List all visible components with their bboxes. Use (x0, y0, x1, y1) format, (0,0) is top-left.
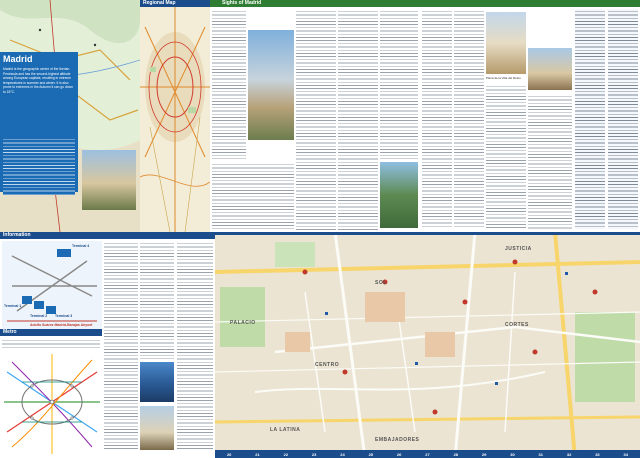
sights-text-col-1b (212, 162, 294, 230)
sights-photo-tower (248, 30, 294, 140)
grid-num: 32 (566, 451, 572, 457)
index-photo-city (528, 48, 572, 90)
terminal-label-4: Terminal 4 (72, 244, 90, 248)
index-green-strip (420, 0, 640, 7)
metro-text (2, 338, 100, 350)
information-header (0, 232, 215, 239)
info-photo-plaza (140, 362, 174, 402)
zone-palacio: PALACIO (230, 320, 256, 326)
cover-panel (0, 0, 140, 232)
terminal-label-1: Terminal 1 (4, 304, 22, 308)
index-photo-building (486, 12, 526, 74)
grid-numbers-bottom (215, 450, 640, 458)
metro-title: Metro (3, 329, 17, 335)
info-photo-palace (140, 406, 174, 450)
grid-num: 31 (538, 451, 543, 457)
regional-map-panel (140, 0, 210, 232)
zone-justicia: JUSTICIA (505, 246, 532, 252)
city-title: Madrid (3, 54, 33, 64)
grid-num: 20 (226, 451, 232, 457)
grid-num: 23 (311, 451, 317, 457)
sights-header (210, 0, 420, 7)
zone-embajadores: EMBAJADORES (375, 437, 420, 443)
sights-text-col-3 (338, 9, 378, 230)
grid-num: 29 (481, 451, 487, 457)
grid-num: 24 (340, 451, 345, 457)
sights-text-col-2 (296, 9, 336, 230)
grid-num: 26 (396, 451, 402, 457)
metro-header (0, 329, 102, 336)
zone-cortes: CORTES (505, 322, 529, 328)
info-text-col-3 (177, 241, 213, 451)
intro-text: Madrid is the geographic centre of the Iberian Peninsula and has the second-highest altitude among European capitals, resulting in extreme temperatures in summer and winter. It is also prone to extremes in the Autumn it can go down to 18°C. (3, 67, 73, 94)
index-panel (420, 0, 640, 232)
index-col-2 (454, 9, 484, 229)
index-col-5 (575, 9, 605, 229)
airport-diagram (2, 241, 102, 329)
grid-num: 33 (595, 451, 600, 457)
zone-sol: SOL (375, 280, 387, 286)
info-text-col-2 (140, 241, 174, 359)
index-col-6 (608, 9, 638, 229)
grid-num: 21 (255, 451, 260, 457)
grid-num: 28 (453, 451, 459, 457)
regional-map-title: Regional Map (143, 0, 176, 6)
zone-centro: CENTRO (315, 362, 340, 368)
grid-num: 30 (510, 451, 515, 457)
metro-map (2, 352, 102, 456)
index-col-3 (486, 84, 526, 229)
sights-panel (210, 0, 420, 232)
information-panel (0, 232, 215, 458)
city-title-box (0, 52, 78, 192)
index-col-1 (422, 9, 452, 229)
zone-la-latina: LA LATINA (270, 427, 301, 433)
grid-num: 22 (283, 451, 289, 457)
sights-photo-park (380, 162, 418, 228)
grid-num: 34 (623, 451, 628, 457)
sights-text-col-4 (380, 9, 418, 159)
index-col-4 (528, 94, 572, 229)
regional-road-network (140, 7, 210, 232)
info-text-col-1 (104, 241, 138, 451)
sights-text-col-1 (212, 9, 246, 159)
city-street-map (215, 232, 640, 458)
cover-photo (82, 150, 136, 210)
regional-map-header (140, 0, 210, 7)
information-title: Information (3, 232, 31, 238)
airport-label: Adolfo Suárez Madrid-Barajas Airport (30, 323, 93, 327)
city-map-panel (215, 232, 640, 458)
grid-num: 27 (425, 451, 430, 457)
sights-title: Sights of Madrid (222, 0, 262, 6)
index-photo-caption: Plaza de la Villa del Retiro (486, 76, 521, 80)
grid-num: 25 (368, 451, 374, 457)
terminal-label-2: Terminal 2 (30, 314, 48, 318)
intro-text-lines (3, 137, 75, 195)
terminal-label-3: Terminal 3 (55, 314, 73, 318)
